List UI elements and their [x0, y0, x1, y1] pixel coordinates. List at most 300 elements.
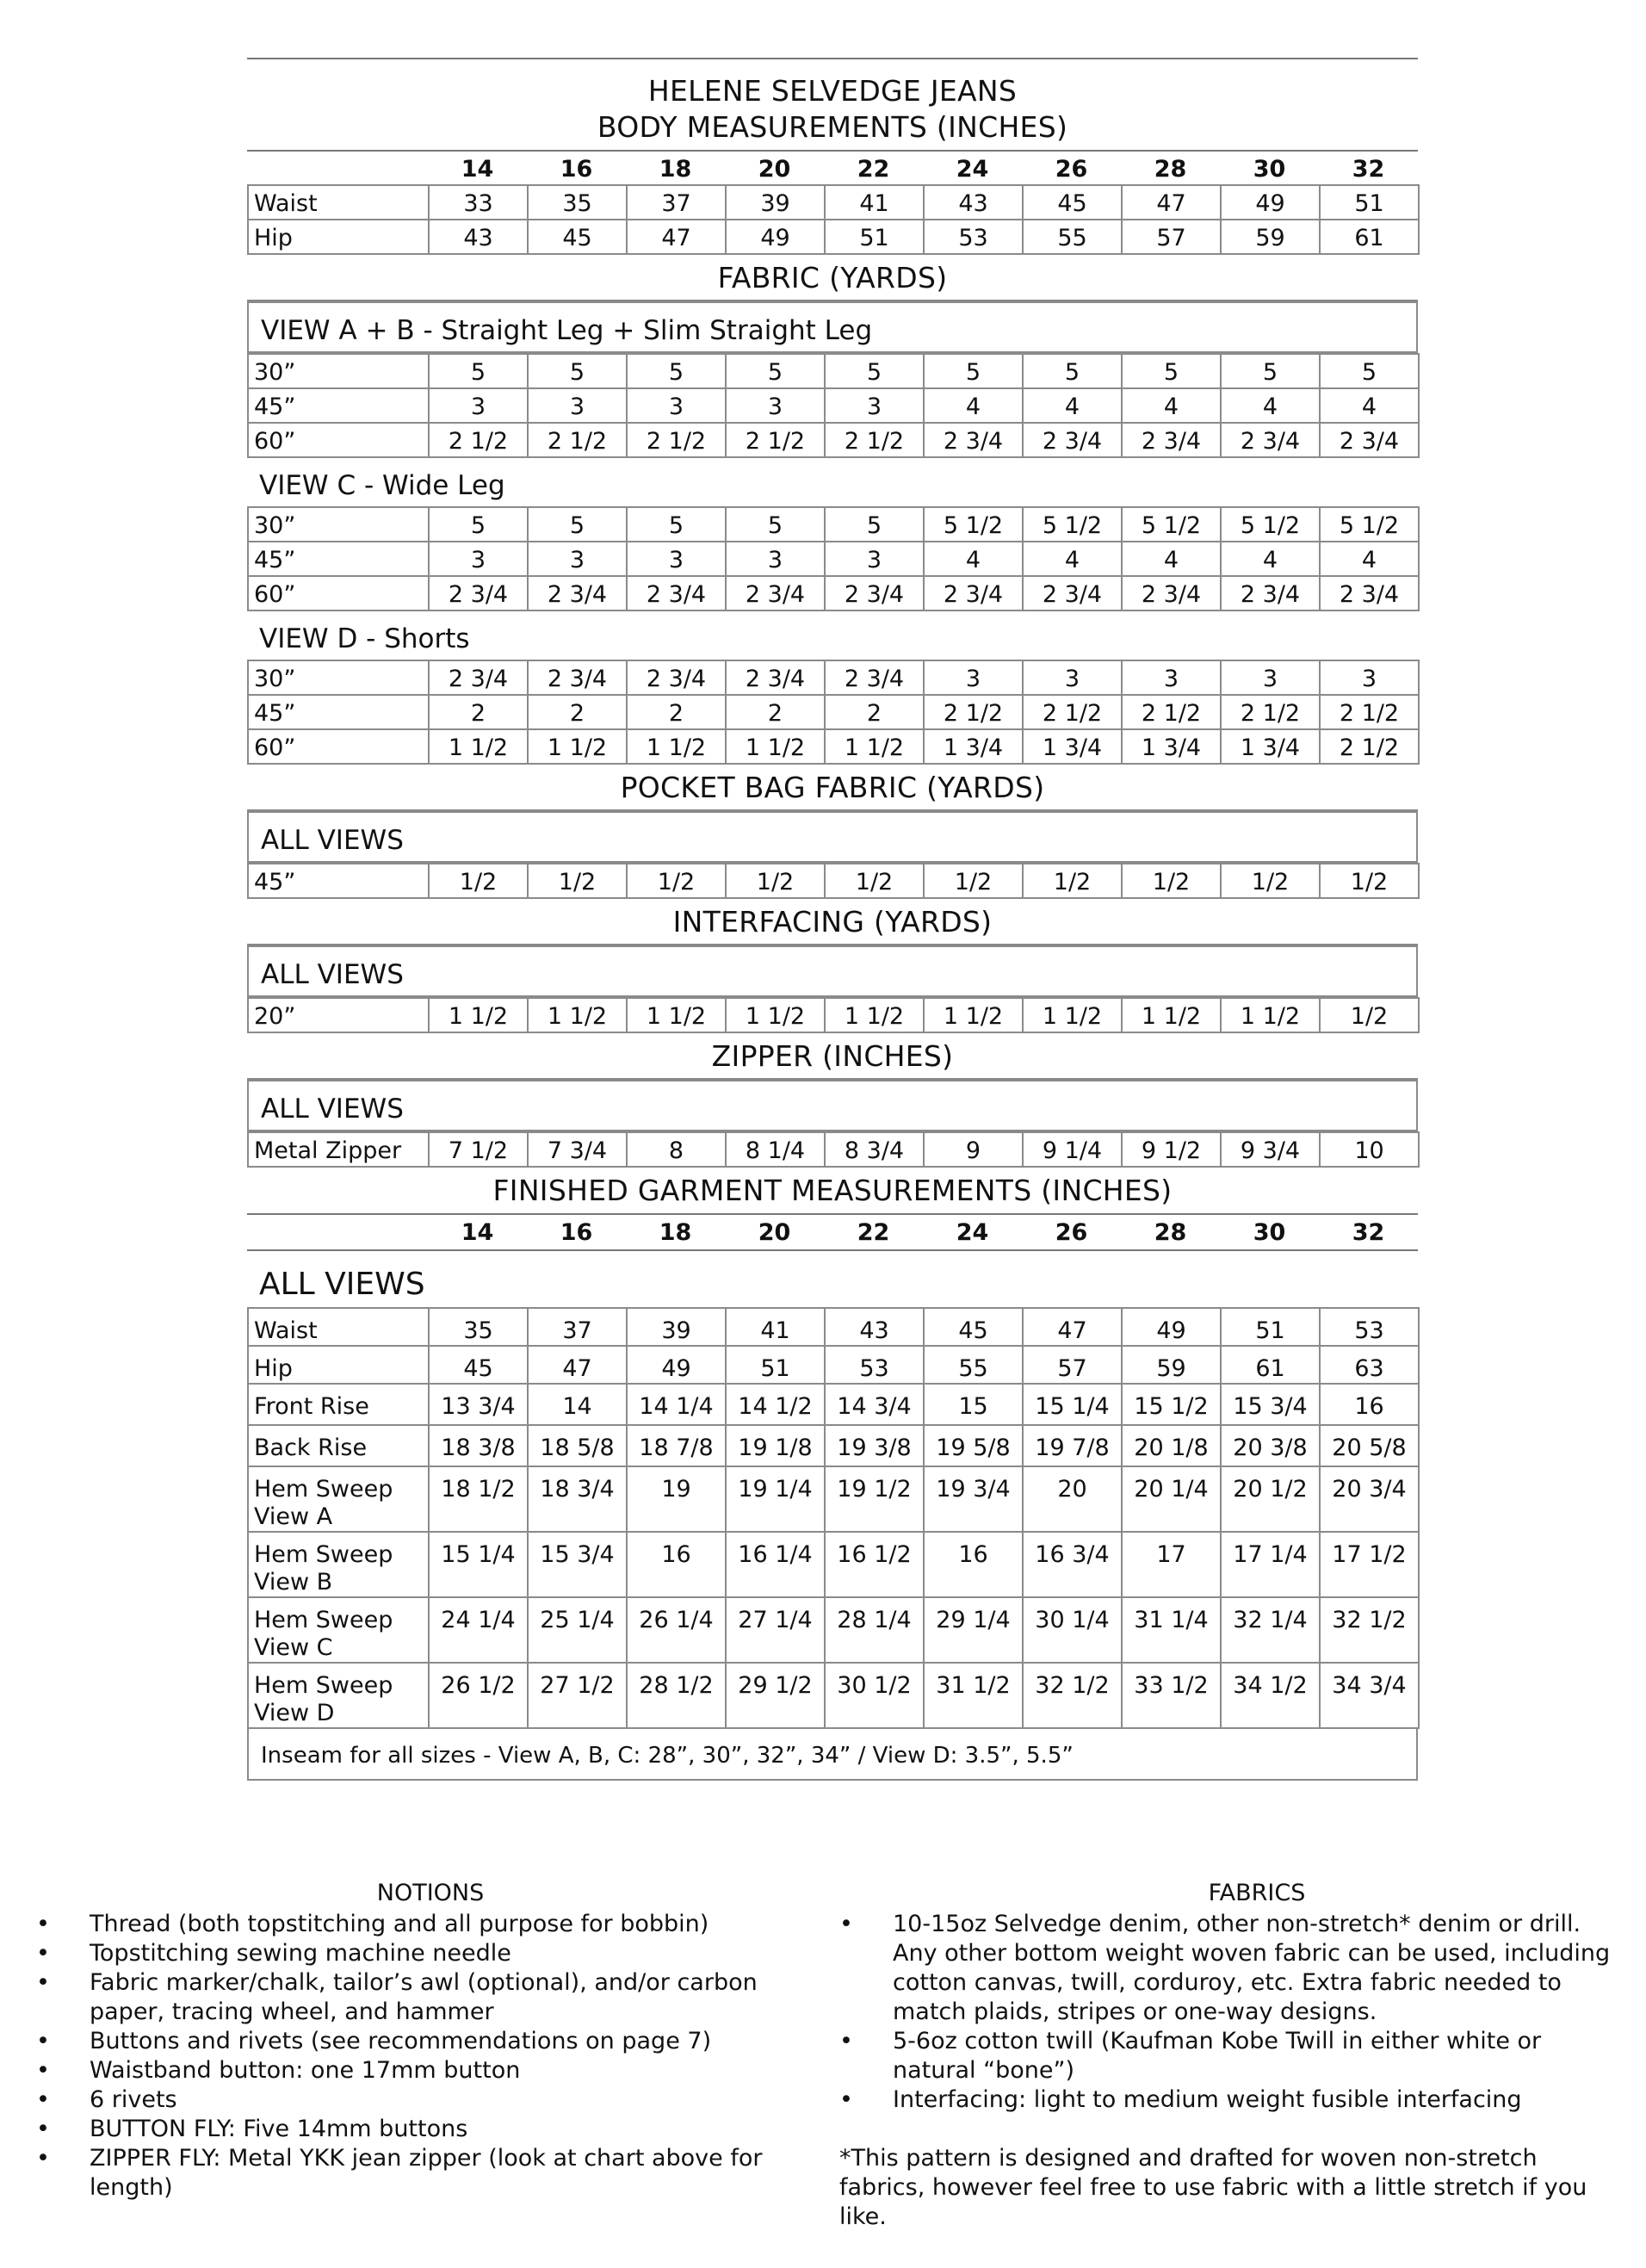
table-cell: 47 [528, 1346, 627, 1384]
table-cell: 63 [1320, 1346, 1419, 1384]
table-cell: 2 1/2 [528, 423, 627, 457]
table-cell: 3 [627, 388, 726, 423]
row-label: Hem Sweep View D [248, 1663, 429, 1728]
table-cell: 41 [825, 185, 924, 220]
list-item [36, 1939, 811, 1968]
table-cell: 1 1/2 [825, 729, 924, 764]
table-cell: 1 1/2 [429, 998, 528, 1032]
fabric-view-table [247, 506, 1420, 611]
table-cell: 16 [627, 1532, 726, 1597]
table-cell: 16 1/2 [825, 1532, 924, 1597]
table-row [248, 220, 1419, 254]
table-cell: 2 3/4 [726, 576, 825, 610]
table-cell: 1 1/2 [726, 998, 825, 1032]
table-cell: 33 1/2 [1122, 1663, 1221, 1728]
table-cell: 16 [1320, 1384, 1419, 1425]
table-cell: 9 3/4 [1221, 1132, 1320, 1167]
interfacing-view-label: ALL VIEWS [247, 945, 1418, 997]
table-cell: 49 [726, 220, 825, 254]
table-cell: 18 1/2 [429, 1466, 528, 1532]
size-header-blank [247, 152, 428, 184]
table-cell: 3 [1221, 660, 1320, 695]
fabric-view-table [247, 353, 1420, 458]
table-cell: 43 [429, 220, 528, 254]
table-cell: 5 [528, 507, 627, 542]
table-cell: 19 [627, 1466, 726, 1532]
table-cell: 1 1/2 [627, 729, 726, 764]
list-item [36, 1968, 811, 2027]
table-cell: 1 1/2 [1122, 998, 1221, 1032]
size-label: 22 [857, 1219, 890, 1246]
table-cell: 31 1/4 [1122, 1597, 1221, 1663]
list-item-text: Topstitching sewing machine needle [90, 1940, 511, 1967]
row-label: Metal Zipper [248, 1132, 429, 1167]
table-cell: 51 [1320, 185, 1419, 220]
table-row [248, 576, 1419, 610]
table-row [248, 1466, 1419, 1532]
list-item [36, 2115, 811, 2144]
table-cell: 2 3/4 [1320, 576, 1419, 610]
table-cell: 1 1/2 [1023, 998, 1122, 1032]
list-item [839, 2027, 1618, 2085]
table-cell: 2 3/4 [429, 660, 528, 695]
stretch-note: *This pattern is designed and drafted for woven non-stretch fabrics, however feel free to use fabric with a little stretch if you like. [839, 2145, 1587, 2230]
fabric-heading: FABRIC (YARDS) [717, 261, 948, 294]
table-cell: 39 [726, 185, 825, 220]
size-label: 16 [560, 1219, 593, 1246]
table-cell: 5 [825, 354, 924, 388]
table-cell: 7 1/2 [429, 1132, 528, 1167]
table-cell: 2 3/4 [429, 576, 528, 610]
table-cell: 5 [1221, 354, 1320, 388]
table-cell: 3 [1023, 660, 1122, 695]
table-cell: 47 [1122, 185, 1221, 220]
table-cell: 53 [1320, 1308, 1419, 1346]
table-cell: 1/2 [726, 864, 825, 898]
table-cell: 37 [528, 1308, 627, 1346]
table-cell: 2 1/2 [825, 423, 924, 457]
size-label: 28 [1154, 156, 1187, 183]
table-cell: 37 [627, 185, 726, 220]
row-label: 60” [248, 576, 429, 610]
table-cell: 3 [528, 542, 627, 576]
table-cell: 20 5/8 [1320, 1425, 1419, 1466]
list-item-text: 6 rivets [90, 2086, 177, 2113]
table-cell: 3 [429, 542, 528, 576]
notions-heading: NOTIONS [376, 1880, 485, 1906]
table-cell: 2 1/2 [1320, 695, 1419, 729]
table-cell: 31 1/2 [924, 1663, 1023, 1728]
table-cell: 25 1/4 [528, 1597, 627, 1663]
table-cell: 2 3/4 [924, 576, 1023, 610]
table-cell: 4 [1122, 542, 1221, 576]
table-cell: 2 1/2 [1023, 695, 1122, 729]
list-item-text: 10-15oz Selvedge denim, other non-stretch* denim or drill. Any other bottom weight woven fabric can be used, including cotton canvas, twill, corduroy, etc. Extra fabric needed to match plaids, stripes or one-way designs. [893, 1911, 1611, 2025]
table-cell: 57 [1122, 220, 1221, 254]
table-cell: 4 [924, 388, 1023, 423]
size-label: 30 [1253, 1219, 1286, 1246]
row-label: Hem Sweep View C [248, 1597, 429, 1663]
table-cell: 35 [429, 1308, 528, 1346]
table-cell: 45 [1023, 185, 1122, 220]
table-cell: 1 1/2 [429, 729, 528, 764]
table-row [248, 388, 1419, 423]
table-cell: 2 [825, 695, 924, 729]
table-cell: 2 1/2 [924, 695, 1023, 729]
size-label: 14 [461, 156, 494, 183]
table-cell: 7 3/4 [528, 1132, 627, 1167]
table-cell: 49 [1122, 1308, 1221, 1346]
size-label: 30 [1253, 156, 1286, 183]
table-row [248, 1132, 1419, 1167]
table-cell: 9 1/4 [1023, 1132, 1122, 1167]
table-cell: 2 1/2 [1122, 695, 1221, 729]
size-label: 26 [1055, 156, 1088, 183]
size-label: 28 [1154, 1219, 1187, 1246]
table-cell: 4 [1221, 542, 1320, 576]
size-label: 32 [1352, 1219, 1385, 1246]
size-label: 32 [1352, 156, 1385, 183]
table-cell: 51 [1221, 1308, 1320, 1346]
table-cell: 4 [1122, 388, 1221, 423]
bullet-icon: • [36, 2116, 50, 2142]
table-cell: 17 [1122, 1532, 1221, 1597]
table-cell: 2 3/4 [825, 576, 924, 610]
table-cell: 2 3/4 [726, 660, 825, 695]
table-cell: 19 3/8 [825, 1425, 924, 1466]
list-item-text: BUTTON FLY: Five 14mm buttons [90, 2116, 468, 2142]
table-cell: 5 [726, 507, 825, 542]
size-label: 20 [758, 156, 791, 183]
table-cell: 4 [1023, 388, 1122, 423]
row-label: 30” [248, 507, 429, 542]
size-header-row [247, 1215, 1418, 1248]
bullet-icon: • [36, 2028, 50, 2054]
table-cell: 8 1/4 [726, 1132, 825, 1167]
table-cell: 32 1/4 [1221, 1597, 1320, 1663]
table-cell: 2 3/4 [825, 660, 924, 695]
list-item [36, 2056, 811, 2085]
table-row [248, 1663, 1419, 1728]
table-row [248, 1425, 1419, 1466]
table-row [248, 1597, 1419, 1663]
table-row [248, 660, 1419, 695]
table-cell: 1 3/4 [1122, 729, 1221, 764]
table-cell: 5 1/2 [1221, 507, 1320, 542]
table-cell: 14 [528, 1384, 627, 1425]
table-cell: 1/2 [924, 864, 1023, 898]
bullet-icon: • [839, 1911, 853, 1937]
row-label: Back Rise [248, 1425, 429, 1466]
fabric-view-label: VIEW C - Wide Leg [259, 470, 505, 501]
row-label: Waist [248, 1308, 429, 1346]
table-cell: 1 3/4 [924, 729, 1023, 764]
table-cell: 1 1/2 [924, 998, 1023, 1032]
table-cell: 3 [726, 542, 825, 576]
table-cell: 19 1/2 [825, 1466, 924, 1532]
finished-measurements-table [247, 1307, 1420, 1729]
table-cell: 24 1/4 [429, 1597, 528, 1663]
list-item-text: Interfacing: light to medium weight fusible interfacing [893, 2086, 1522, 2113]
table-cell: 3 [825, 542, 924, 576]
size-label: 22 [857, 156, 890, 183]
notions-list [36, 1910, 811, 2203]
fabrics-list-container [839, 1910, 1618, 2232]
table-cell: 17 1/2 [1320, 1532, 1419, 1597]
pocket-view-label: ALL VIEWS [247, 811, 1418, 863]
table-cell: 35 [528, 185, 627, 220]
table-cell: 1 1/2 [627, 998, 726, 1032]
zipper-table [247, 1131, 1420, 1168]
table-cell: 1/2 [1320, 998, 1419, 1032]
list-item [36, 1910, 811, 1939]
table-cell: 15 1/2 [1122, 1384, 1221, 1425]
table-cell: 2 3/4 [627, 576, 726, 610]
table-cell: 2 1/2 [1320, 729, 1419, 764]
table-cell: 28 1/4 [825, 1597, 924, 1663]
finished-heading: FINISHED GARMENT MEASUREMENTS (INCHES) [492, 1174, 1173, 1207]
table-cell: 1 1/2 [726, 729, 825, 764]
size-header-blank [247, 1215, 428, 1248]
table-cell: 26 1/4 [627, 1597, 726, 1663]
table-cell: 49 [627, 1346, 726, 1384]
table-cell: 33 [429, 185, 528, 220]
list-item [36, 2144, 811, 2203]
size-chart-sheet [247, 53, 1418, 1781]
table-cell: 1/2 [429, 864, 528, 898]
table-cell: 20 3/8 [1221, 1425, 1320, 1466]
size-label: 26 [1055, 1219, 1088, 1246]
table-cell: 3 [429, 388, 528, 423]
fabric-view-table [247, 660, 1420, 765]
pocket-bag-heading: POCKET BAG FABRIC (YARDS) [620, 771, 1045, 804]
table-cell: 17 1/4 [1221, 1532, 1320, 1597]
table-cell: 4 [1320, 388, 1419, 423]
interfacing-heading: INTERFACING (YARDS) [672, 905, 993, 939]
table-row [248, 1384, 1419, 1425]
table-cell: 45 [528, 220, 627, 254]
table-cell: 15 [924, 1384, 1023, 1425]
table-cell: 1/2 [1320, 864, 1419, 898]
table-cell: 2 3/4 [1023, 576, 1122, 610]
row-label: Hip [248, 1346, 429, 1384]
body-measurements-heading: BODY MEASUREMENTS (INCHES) [597, 110, 1068, 144]
table-cell: 1 1/2 [825, 998, 924, 1032]
table-cell: 30 1/2 [825, 1663, 924, 1728]
table-cell: 2 3/4 [1320, 423, 1419, 457]
table-cell: 61 [1320, 220, 1419, 254]
finished-view-label: ALL VIEWS [259, 1267, 425, 1302]
row-label: 30” [248, 354, 429, 388]
table-cell: 5 1/2 [1023, 507, 1122, 542]
row-label: Hem Sweep View B [248, 1532, 429, 1597]
bullet-icon: • [36, 2057, 50, 2084]
table-cell: 2 3/4 [1023, 423, 1122, 457]
table-row [248, 185, 1419, 220]
table-cell: 59 [1221, 220, 1320, 254]
table-cell: 34 1/2 [1221, 1663, 1320, 1728]
table-cell: 45 [429, 1346, 528, 1384]
table-cell: 3 [1320, 660, 1419, 695]
table-cell: 4 [1023, 542, 1122, 576]
table-cell: 9 [924, 1132, 1023, 1167]
row-label: 45” [248, 542, 429, 576]
table-cell: 27 1/4 [726, 1597, 825, 1663]
table-cell: 2 3/4 [627, 660, 726, 695]
row-label: Waist [248, 185, 429, 220]
table-cell: 14 1/4 [627, 1384, 726, 1425]
table-cell: 3 [627, 542, 726, 576]
table-cell: 2 3/4 [528, 576, 627, 610]
table-cell: 49 [1221, 185, 1320, 220]
table-cell: 3 [1122, 660, 1221, 695]
table-cell: 1/2 [627, 864, 726, 898]
table-cell: 51 [825, 220, 924, 254]
size-label: 24 [956, 156, 989, 183]
table-cell: 2 [726, 695, 825, 729]
table-cell: 2 1/2 [1221, 695, 1320, 729]
table-cell: 20 1/2 [1221, 1466, 1320, 1532]
table-cell: 3 [924, 660, 1023, 695]
table-cell: 15 3/4 [1221, 1384, 1320, 1425]
notions-list-container [36, 1910, 811, 2203]
table-cell: 1 3/4 [1221, 729, 1320, 764]
table-row [248, 729, 1419, 764]
list-item-text: Buttons and rivets (see recommendations on page 7) [90, 2028, 712, 2054]
table-cell: 53 [825, 1346, 924, 1384]
table-cell: 1/2 [1023, 864, 1122, 898]
table-cell: 2 3/4 [1122, 423, 1221, 457]
table-cell: 2 3/4 [1221, 576, 1320, 610]
table-cell: 34 3/4 [1320, 1663, 1419, 1728]
list-item-text: Waistband button: one 17mm button [90, 2057, 521, 2084]
row-label: 30” [248, 660, 429, 695]
table-cell: 41 [726, 1308, 825, 1346]
table-cell: 32 1/2 [1023, 1663, 1122, 1728]
table-cell: 19 3/4 [924, 1466, 1023, 1532]
row-label: Hem Sweep View A [248, 1466, 429, 1532]
zipper-view-label: ALL VIEWS [247, 1080, 1418, 1131]
table-cell: 5 [429, 507, 528, 542]
fabric-views [247, 301, 1418, 765]
row-label: 60” [248, 729, 429, 764]
row-label: 45” [248, 388, 429, 423]
list-item [36, 2027, 811, 2056]
table-row [248, 695, 1419, 729]
table-cell: 5 [726, 354, 825, 388]
table-cell: 5 [1023, 354, 1122, 388]
table-row [248, 864, 1419, 898]
table-cell: 2 1/2 [429, 423, 528, 457]
table-cell: 5 [528, 354, 627, 388]
table-row [248, 507, 1419, 542]
top-rule [247, 58, 1418, 59]
table-cell: 47 [627, 220, 726, 254]
table-cell: 1/2 [825, 864, 924, 898]
row-label: Hip [248, 220, 429, 254]
table-cell: 19 5/8 [924, 1425, 1023, 1466]
table-cell: 2 3/4 [924, 423, 1023, 457]
table-cell: 1/2 [1221, 864, 1320, 898]
table-cell: 39 [627, 1308, 726, 1346]
table-cell: 1 1/2 [528, 998, 627, 1032]
table-cell: 1 1/2 [528, 729, 627, 764]
table-cell: 16 1/4 [726, 1532, 825, 1597]
fabric-view-label: VIEW D - Shorts [259, 623, 470, 654]
table-cell: 43 [825, 1308, 924, 1346]
size-label: 20 [758, 1219, 791, 1246]
table-cell: 16 [924, 1532, 1023, 1597]
table-cell: 9 1/2 [1122, 1132, 1221, 1167]
table-cell: 13 3/4 [429, 1384, 528, 1425]
list-item-text: ZIPPER FLY: Metal YKK jean zipper (look at chart above for length) [90, 2145, 763, 2201]
inseam-note: Inseam for all sizes - View A, B, C: 28”, 30”, 32”, 34” / View D: 3.5”, 5.5” [247, 1729, 1418, 1781]
row-label: 20” [248, 998, 429, 1032]
table-cell: 43 [924, 185, 1023, 220]
table-cell: 47 [1023, 1308, 1122, 1346]
bullet-icon: • [36, 2086, 50, 2113]
table-cell: 2 [627, 695, 726, 729]
table-cell: 8 [627, 1132, 726, 1167]
table-cell: 5 1/2 [924, 507, 1023, 542]
table-cell: 20 [1023, 1466, 1122, 1532]
table-cell: 27 1/2 [528, 1663, 627, 1728]
table-cell: 2 3/4 [528, 660, 627, 695]
table-cell: 5 [924, 354, 1023, 388]
table-cell: 3 [825, 388, 924, 423]
table-cell: 1/2 [1122, 864, 1221, 898]
table-cell: 20 3/4 [1320, 1466, 1419, 1532]
size-header-row [247, 152, 1418, 184]
table-row [248, 1308, 1419, 1346]
table-cell: 14 1/2 [726, 1384, 825, 1425]
table-cell: 18 7/8 [627, 1425, 726, 1466]
table-cell: 5 [627, 354, 726, 388]
table-cell: 30 1/4 [1023, 1597, 1122, 1663]
table-cell: 55 [924, 1346, 1023, 1384]
bullet-icon: • [36, 1969, 50, 1996]
table-cell: 20 1/8 [1122, 1425, 1221, 1466]
table-row [248, 1346, 1419, 1384]
table-cell: 2 1/2 [726, 423, 825, 457]
table-cell: 19 1/4 [726, 1466, 825, 1532]
table-cell: 59 [1122, 1346, 1221, 1384]
table-row [248, 998, 1419, 1032]
list-item-text: Fabric marker/chalk, tailor’s awl (optional), and/or carbon paper, tracing wheel, and hammer [90, 1969, 758, 2025]
table-cell: 16 3/4 [1023, 1532, 1122, 1597]
table-cell: 32 1/2 [1320, 1597, 1419, 1663]
table-cell: 2 3/4 [1122, 576, 1221, 610]
table-cell: 5 [1320, 354, 1419, 388]
size-label: 18 [659, 156, 692, 183]
table-cell: 4 [924, 542, 1023, 576]
table-cell: 53 [924, 220, 1023, 254]
row-label: 60” [248, 423, 429, 457]
table-cell: 51 [726, 1346, 825, 1384]
list-item [36, 2085, 811, 2115]
table-cell: 55 [1023, 220, 1122, 254]
table-cell: 1 1/2 [1221, 998, 1320, 1032]
table-cell: 18 5/8 [528, 1425, 627, 1466]
fabric-view-label: VIEW A + B - Straight Leg + Slim Straight Leg [247, 301, 1418, 353]
table-cell: 15 1/4 [429, 1532, 528, 1597]
body-measurements-table [247, 184, 1420, 255]
list-item [839, 2085, 1618, 2115]
zipper-heading: ZIPPER (INCHES) [711, 1039, 954, 1073]
table-cell: 2 1/2 [627, 423, 726, 457]
fabrics-heading: FABRICS [1208, 1880, 1306, 1906]
table-cell: 57 [1023, 1346, 1122, 1384]
